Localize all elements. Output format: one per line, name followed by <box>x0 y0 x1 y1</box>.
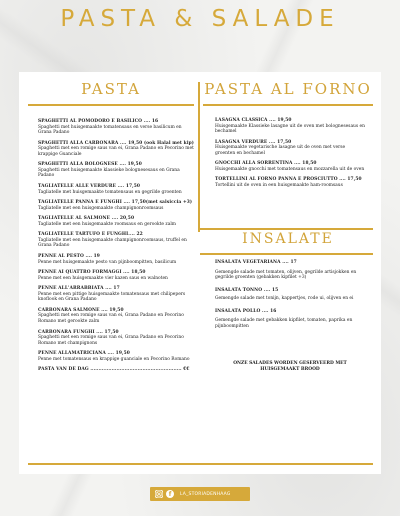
pasta-list <box>38 119 196 378</box>
bottom-divider <box>28 463 373 465</box>
column-divider <box>198 82 200 232</box>
social-handle[interactable]: LA_STORIADENHAAG <box>180 491 231 497</box>
page-title: PASTA & SALADE <box>60 6 340 32</box>
menu-item: GNOCCHI ALLA SORRENTINA .... 18,50 Huisgemaakte gnocchi met tomatensaus en mozzarella uit de oven <box>215 161 365 172</box>
menu-item: LASAGNA VERDURE .... 17,50 Huisgemaakte vegetarische lasagne uit de oven met verse groenten en bechamel <box>215 139 346 156</box>
forno-divider <box>203 104 373 106</box>
insalate-list <box>215 260 365 334</box>
menu-item: PENNE ALL'ARRABBIATA .... 17 Penne met een pittige huisgemaakte tomatensaus met chilipepers knoflook en Grana Padano <box>38 286 186 303</box>
menu-item: INSALATA VEGETARIANA .... 17 Gemengde salade met tomaten, olijven, gegrilde artisjokken en gegrilde groenten (gebakken kipfilet +3) <box>215 260 357 281</box>
insalate-heading: INSALATE <box>242 231 334 247</box>
menu-item: PENNE ALLAMATRICIANA .... 19,50 Penne met tomatensaus en krappige guanciale en Pecorino Romano <box>38 351 190 362</box>
menu-item: TAGLIATELLE TARTUFO E FUNGHI.... 22 Tagliatelle met een huisgemaakte champignonroomsaus, truffel en Grana Padano <box>38 232 187 249</box>
menu-item: TORTELLINI AL FORNO PANNA E PROSCIUTTO .... 17,50 Tortellini uit de oven in een huisgemaakte ham-roomsaus <box>215 177 362 188</box>
menu-item: TAGLIATELLE AL SALMONE .... 20,50 Tagliatelle met een huisgemaakte roomsaus en gerookte zalm <box>38 216 176 227</box>
menu-item: SPAGHETTI ALLA BOLOGNESE .... 19,50 Spaghetti met huisgemaakte klassieke bolognesesaus en Grana Padano <box>38 162 180 179</box>
menu-item: CARBONARA SALMONE .... 19,50 Spaghetti met een romige saus van ei, Grana Padano en Pecorino Romano met gerookte zalm <box>38 307 184 324</box>
pasta-divider <box>28 104 194 106</box>
insalate-bottom-divider <box>200 253 373 255</box>
menu-item: PENNE AL PESTO .... 19 Penne met huisgemaakte pesto van pijnboompitten, basilicum <box>38 254 177 265</box>
menu-item: LASAGNA CLASSICA .... 19,50 Huisgemaakte Klassieke lasagne uit de oven met bolognesesaus en bechamel <box>215 118 365 135</box>
menu-item: INSALATA POLLO .... 16 Gemengde salade met gebakken kipfilet, tomaten, paprika en pijnboompitten <box>215 308 353 329</box>
menu-item: INSALATA TONNO .... 15 Gemengde salade met tonijn, kappertjes, rode ui, olijven en ei <box>215 287 354 302</box>
menu-item: TAGLIATELLE ALLE VERDURE .... 17,50 Tagliatelle met huisgemaakte tomatensaus en gegrilde groenten <box>38 184 182 195</box>
menu-item: PENNE AI QUATTRO FORMAGGI .... 18,50 Penne met een huisgemaakte vier kazen saus en walnoten <box>38 270 168 281</box>
social-bar[interactable] <box>150 487 250 501</box>
menu-item: PASTA VAN DE DAG ........................................................ €€ <box>38 367 190 373</box>
salad-bread-note: ONZE SALADES WORDEN GESERVEERD MET HUISGEMAAKT BROOD <box>233 361 347 372</box>
forno-list <box>215 118 365 194</box>
facebook-icon[interactable]: f <box>166 490 174 498</box>
menu-item: SPAGHETTI AL POMODORO E BASILICO .... 16 Spaghetti met huisgemaakte tomatensaus en verse basilicum en Grana Padano <box>38 119 182 136</box>
forno-heading: PASTA AL FORNO <box>204 80 372 98</box>
instagram-icon[interactable] <box>155 490 163 498</box>
menu-item: TAGLIATELLE PANNA E FUNGHI .... 17,50(met salsiccia +3) Tagliatelle met een huisgemaakte champignonroomsaus <box>38 200 193 211</box>
menu-item: CARBONARA FUNGHI .... 17,50 Spaghetti met een romige saus van ei, Grana Padano en Pecorino Romano met champignons <box>38 329 184 346</box>
insalate-top-divider <box>200 228 373 230</box>
pasta-heading: PASTA <box>81 80 141 98</box>
menu-item: SPAGHETTI ALLA CARBONARA .... 19,50 (ook Halal met kip) Spaghetti met een romige saus van ei, Grana Padano en Pecorino met krappige Guanciale <box>38 140 194 157</box>
